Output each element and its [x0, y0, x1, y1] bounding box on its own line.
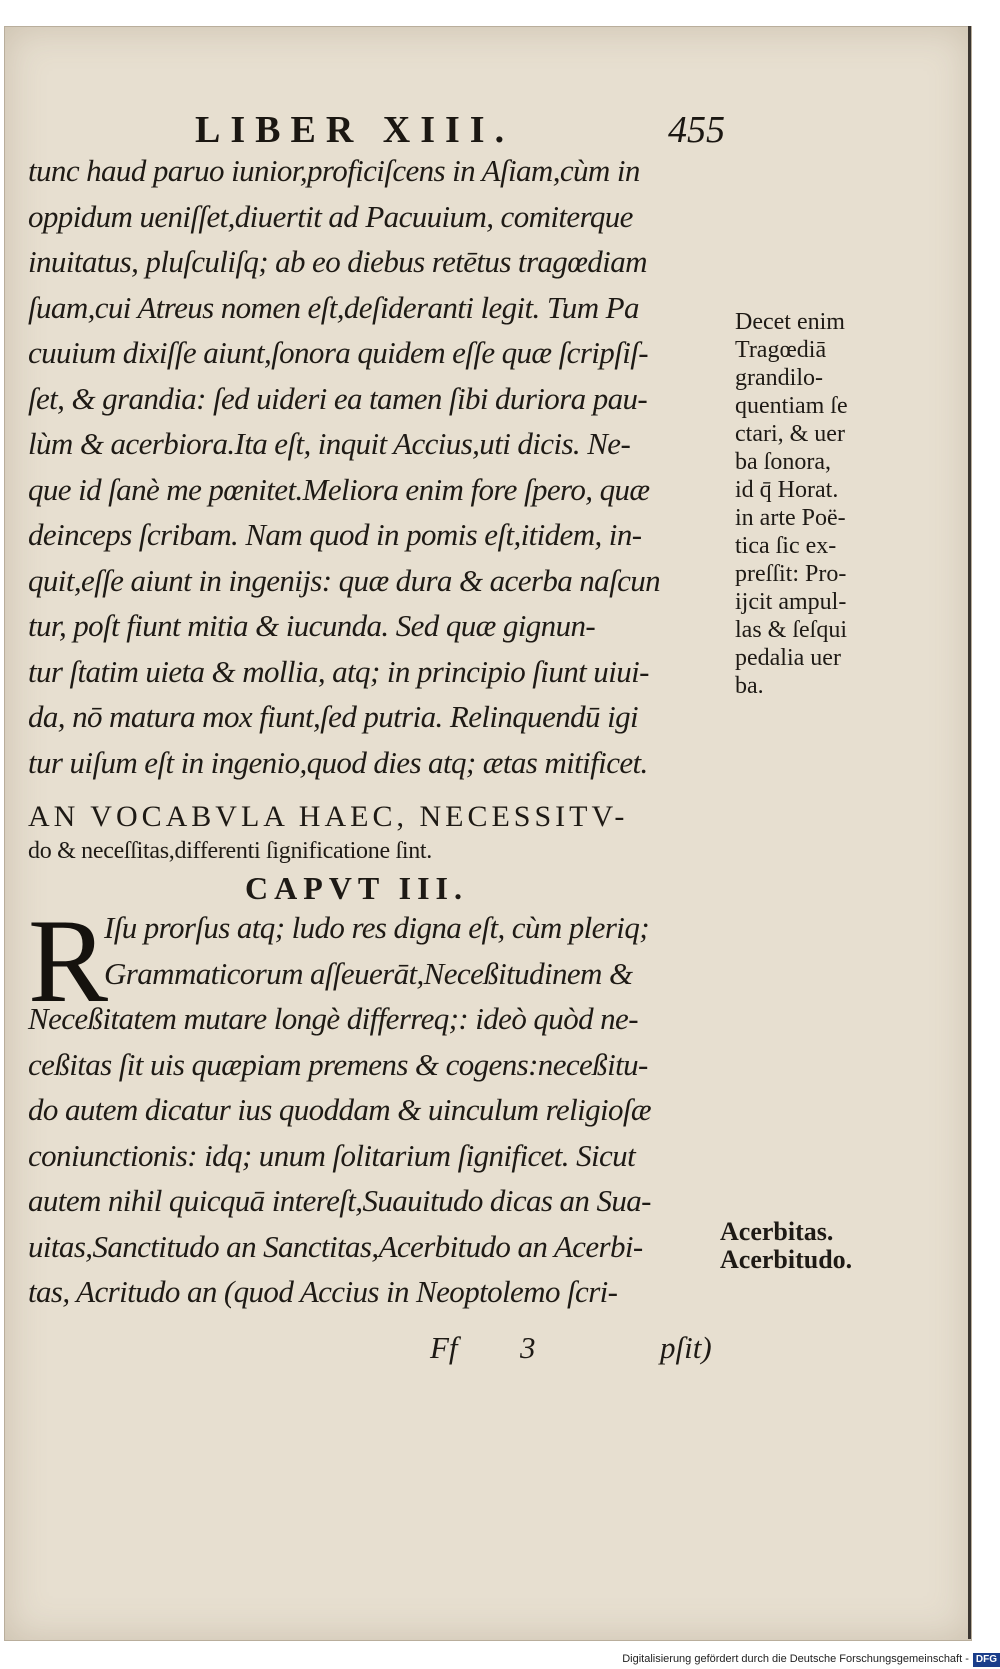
- page-footer-marks: [0, 1330, 760, 1380]
- margin-line: Decet enim: [735, 309, 845, 335]
- text-line: da, nō matura mox fiunt,ſed putria. Relinquendū igi: [28, 699, 639, 734]
- body-text-top: [28, 148, 728, 785]
- signature-mark: Ff: [430, 1330, 458, 1365]
- margin-line: tica ſic ex-: [735, 533, 837, 559]
- text-line: inuitatus, pluſculiſq; ab eo diebus retētus tragœdiam: [28, 244, 647, 279]
- chapter-heading-line-1: AN VOCABVLA HAEC, NECESSITV-: [28, 800, 629, 833]
- page-edge: [968, 26, 971, 1639]
- margin-line: ba.: [735, 673, 764, 699]
- margin-line: Acerbitudo.: [720, 1245, 853, 1274]
- text-line: tunc haud paruo iunior,proficiſcens in Aſiam,cùm in: [28, 153, 640, 188]
- margin-line: ctari, & uer: [735, 421, 845, 447]
- text-line: ceßitas ſit uis quæpiam premens & cogens:neceßitu-: [28, 1046, 648, 1082]
- digitization-footer: [600, 1650, 1000, 1669]
- text-line: Iſu prorſus atq; ludo res digna eſt, cùm pleriq;: [104, 910, 649, 945]
- margin-line: preſſit: Pro-: [735, 561, 847, 587]
- text-line: uitas,Sanctitudo an Sanctitas,Acerbitudo an Acerbi-: [28, 1228, 643, 1264]
- margin-note-tragedy: [735, 308, 895, 700]
- page-number: 455: [668, 109, 725, 151]
- text-line: do autem dicatur ius quoddam & uinculum religioſæ: [28, 1092, 652, 1127]
- margin-line: pedalia uer: [735, 645, 841, 671]
- footer-text: Digitalisierung gefördert durch die Deutsche Forschungsgemeinschaft -: [622, 1653, 969, 1665]
- body-text-bottom: [28, 894, 728, 1315]
- margin-line: Acerbitas.: [720, 1217, 834, 1246]
- text-line: tur ſtatim uieta & mollia, atq; in principio ſiunt uiui-: [28, 653, 649, 689]
- text-line: Neceßitatem mutare longè differreq;: ideò quòd ne-: [28, 1001, 638, 1036]
- text-line: ſuam,cui Atreus nomen eſt,deſideranti legit. Tum Pa: [28, 289, 639, 325]
- margin-line: ba ſonora,: [735, 449, 831, 475]
- running-head: LIBER XIII.: [195, 109, 515, 151]
- text-line: deinceps ſcribam. Nam quod in pomis eſt,itidem, in-: [28, 517, 642, 552]
- margin-line: las & ſeſqui: [735, 617, 847, 643]
- margin-line: id q̄ Horat.: [735, 477, 839, 503]
- text-line: quit,eſſe aiunt in ingenijs: quæ dura & acerba naſcun: [28, 562, 661, 598]
- text-line: autem nihil quicquā intereſt,Suauitudo dicas an Sua-: [28, 1183, 651, 1218]
- catchword: pſit): [660, 1330, 712, 1365]
- margin-line: grandilo-: [735, 365, 823, 391]
- text-line: Grammaticorum aſſeuerāt,Neceßitudinem &: [104, 955, 633, 991]
- text-line: coniunctionis: idq; unum ſolitarium ſignificet. Sicut: [28, 1137, 636, 1173]
- drop-cap: R: [28, 894, 109, 1027]
- text-line: tur uiſum eſt in ingenio,quod dies atq; ætas mitificet.: [28, 744, 648, 780]
- dfg-logo-icon: DFG: [973, 1653, 1000, 1667]
- text-line: ſet, & grandia: ſed uideri ea tamen ſibi duriora pau-: [28, 380, 648, 416]
- chapter-heading-line-2: do & neceſſitas,differenti ſignificatione ſint.: [28, 838, 433, 864]
- signature-number: 3: [520, 1330, 536, 1365]
- chapter-number: CAPVT III.: [245, 870, 468, 906]
- text-line: tur, poſt fiunt mitia & iucunda. Sed quæ gignun-: [28, 608, 596, 643]
- text-line: lùm & acerbiora.Ita eſt, inquit Accius,uti dicis. Ne-: [28, 426, 631, 461]
- margin-line: Tragœdiā: [735, 337, 827, 363]
- text-line: cuuium dixiſſe aiunt,ſonora quidem eſſe quæ ſcripſiſ-: [28, 335, 648, 370]
- margin-line: in arte Poë-: [735, 505, 846, 531]
- page-header: [0, 70, 1000, 151]
- margin-line: ijcit ampul-: [735, 589, 847, 615]
- text-line: tas, Acritudo an (quod Accius in Neoptolemo ſcri-: [28, 1274, 618, 1309]
- text-line: que id ſanè me pœnitet.Meliora enim fore ſpero, quæ: [28, 471, 650, 507]
- text-line: oppidum ueniſſet,diuertit ad Pacuuium, comiterque: [28, 198, 633, 234]
- margin-note-acerbitas: [720, 1218, 900, 1274]
- margin-line: quentiam ſe: [735, 393, 848, 419]
